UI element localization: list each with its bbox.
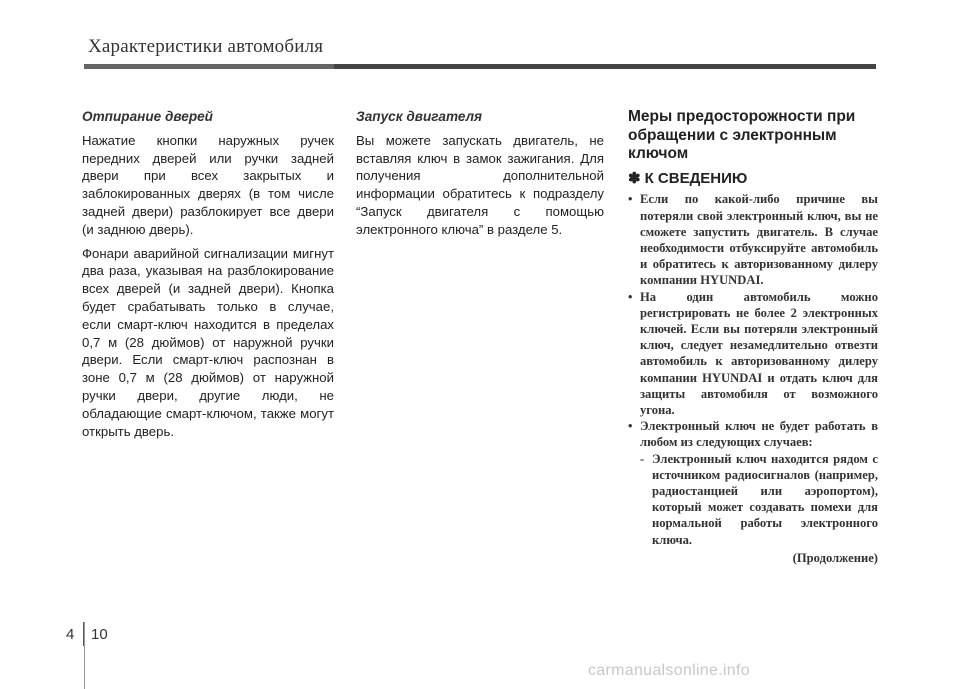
engine-start-heading: Запуск двигателя (356, 109, 483, 124)
bullet-icon: • (628, 192, 633, 207)
chapter-number: 4 (66, 626, 75, 643)
notice-star-icon: ✽ (628, 169, 641, 187)
bullet-icon: • (628, 419, 633, 434)
precautions-heading: Меры предосторожности при обращении с электронным ключом (628, 108, 856, 162)
door-unlock-heading: Отпирание дверей (82, 109, 213, 124)
notice-title (628, 170, 878, 188)
watermark: carmanualsonline.info (588, 662, 750, 679)
bullet-icon: • (628, 289, 633, 304)
notice-title-text: К СВЕДЕНИЮ (644, 169, 748, 187)
list-item (628, 289, 878, 419)
door-unlock-paragraph-2: Фонари аварийной сигнализации мигнут два раза, указывая на разблокирование всех дверей (и задней двери). Кнопка будет срабатывать только в случае, если смарт-ключ находится в пределах 0,7 м (28 дюймов) от наружной ручки двери. Если смарт-ключ распознан в зоне 0,7 м (28 дюймов) от наружной ручки двери, другие люди, не обладающие смарт-ключом, также могут открыть дверь. (82, 245, 334, 439)
continued-label: (Продолжение) (792, 550, 878, 565)
engine-start-paragraph: Вы можете запускать двигатель, не вставляя ключ в замок зажигания. Для получения дополнительной информации обратитесь к подразделу “Запуск двигателя с помощью электронного ключа” в разделе 5. (356, 132, 604, 237)
column-2 (356, 108, 604, 245)
page-number: 10 (91, 626, 108, 643)
column-3 (628, 108, 878, 568)
list-item (628, 191, 878, 288)
list-item-text: На один автомобиль можно регистрировать не более 2 электронных ключей. Если вы потеряли электронный ключ, следует незамедлительно отвезти автомобиль к авторизованному дилеру компании HYUNDAI и отдать ключ для защиты автомобиля от возможного угона. (640, 289, 878, 417)
list-item-text: Электронный ключ не будет работать в любом из следующих случаев: (640, 419, 878, 450)
notice-list (628, 191, 878, 547)
footer-divider (84, 622, 85, 689)
list-item-text: Если по какой-либо причине вы потеряли свой электронный ключ, вы не сможете запустить двигатель. В случае необходимости отбуксируйте автомобиль и обратитесь к авторизованному дилеру компании HYUNDAI. (640, 192, 878, 288)
list-item (628, 418, 878, 548)
column-1 (82, 108, 334, 446)
footer-divider-accent (83, 622, 84, 646)
header-rule-accent (84, 64, 334, 69)
sub-list-item (640, 451, 878, 548)
page-header-title: Характеристики автомобиля (88, 36, 324, 57)
dash-icon: - (640, 451, 645, 466)
door-unlock-paragraph-1: Нажатие кнопки наружных ручек передних дверей или ручки задней двери при всех закрытых и заблокированных дверях (в том числе задней двери) разблокирует все двери (и заднюю дверь). (82, 132, 334, 237)
sub-list-item-text: Электронный ключ находится рядом с источником радиосигналов (например, радиостанцией или аэропортом), который может создавать помехи для нормальной работы электронного ключа. (652, 451, 878, 547)
